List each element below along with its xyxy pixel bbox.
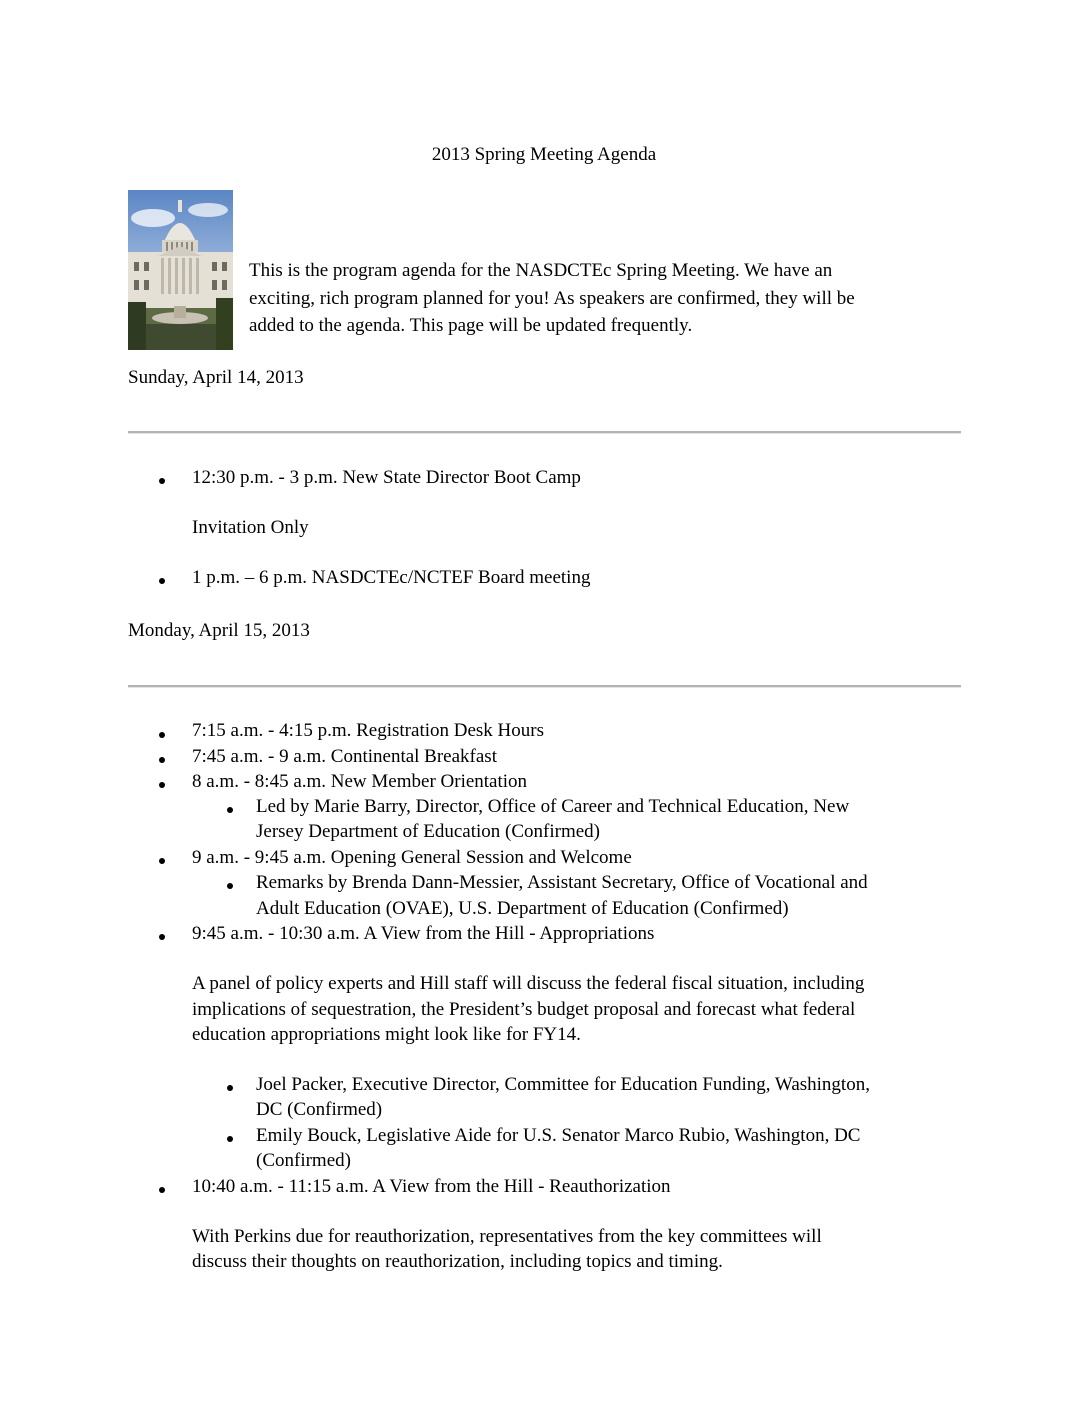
agenda-subitem: Led by Marie Barry, Director, Office of Career and Technical Education, New bbox=[256, 796, 850, 817]
session-description: With Perkins due for reauthorization, representatives from the key committees will bbox=[192, 1226, 822, 1247]
section-divider bbox=[128, 431, 961, 434]
sub-bullet-icon bbox=[227, 807, 233, 813]
day-heading-monday: Monday, April 15, 2013 bbox=[128, 620, 310, 641]
bullet-icon bbox=[159, 934, 165, 940]
sub-bullet-icon bbox=[227, 1136, 233, 1142]
sub-bullet-icon bbox=[227, 883, 233, 889]
bullet-icon bbox=[159, 1187, 165, 1193]
bullet-icon bbox=[159, 578, 165, 584]
session-description: A panel of policy experts and Hill staff will discuss the federal fiscal situation, including bbox=[192, 973, 865, 994]
agenda-item: 9 a.m. - 9:45 a.m. Opening General Session and Welcome bbox=[192, 847, 632, 868]
bullet-icon bbox=[159, 782, 165, 788]
agenda-subitem: Jersey Department of Education (Confirmed) bbox=[256, 821, 600, 842]
intro-paragraph bbox=[249, 257, 969, 340]
bullet-icon bbox=[159, 732, 165, 738]
intro-line: added to the agenda. This page will be updated frequently. bbox=[249, 315, 693, 336]
agenda-subitem: Remarks by Brenda Dann-Messier, Assistant Secretary, Office of Vocational and bbox=[256, 872, 868, 893]
agenda-subitem: Emily Bouck, Legislative Aide for U.S. Senator Marco Rubio, Washington, DC bbox=[256, 1125, 861, 1146]
agenda-subitem: DC (Confirmed) bbox=[256, 1099, 383, 1120]
session-description: implications of sequestration, the President’s budget proposal and forecast what federal bbox=[192, 999, 856, 1020]
agenda-item: 7:45 a.m. - 9 a.m. Continental Breakfast bbox=[192, 746, 497, 767]
bullet-icon bbox=[159, 858, 165, 864]
bullet-icon bbox=[159, 478, 165, 484]
agenda-item: 8 a.m. - 8:45 a.m. New Member Orientation bbox=[192, 771, 528, 792]
agenda-item: 10:40 a.m. - 11:15 a.m. A View from the Hill - Reauthorization bbox=[192, 1176, 671, 1197]
page-title: 2013 Spring Meeting Agenda bbox=[431, 144, 657, 165]
agenda-note: Invitation Only bbox=[192, 517, 309, 538]
day-heading-sunday: Sunday, April 14, 2013 bbox=[128, 367, 304, 388]
agenda-subitem: Adult Education (OVAE), U.S. Department of Education (Confirmed) bbox=[256, 898, 789, 919]
session-description: discuss their thoughts on reauthorization, including topics and timing. bbox=[192, 1251, 723, 1272]
agenda-item: 9:45 a.m. - 10:30 a.m. A View from the Hill - Appropriations bbox=[192, 923, 655, 944]
agenda-item: 1 p.m. – 6 p.m. NASDCTEc/NCTEF Board meeting bbox=[192, 567, 591, 588]
session-description: education appropriations might look like for FY14. bbox=[192, 1024, 581, 1045]
bullet-icon bbox=[159, 757, 165, 763]
capitol-building-photo bbox=[128, 190, 233, 350]
agenda-item: 12:30 p.m. - 3 p.m. New State Director Boot Camp bbox=[192, 467, 581, 488]
agenda-subitem: Joel Packer, Executive Director, Committee for Education Funding, Washington, bbox=[256, 1074, 870, 1095]
section-divider bbox=[128, 685, 961, 688]
sub-bullet-icon bbox=[227, 1085, 233, 1091]
intro-line: exciting, rich program planned for you! As speakers are confirmed, they will be bbox=[249, 287, 855, 309]
intro-line: This is the program agenda for the NASDCTEc Spring Meeting. We have an bbox=[249, 260, 833, 281]
agenda-subitem: (Confirmed) bbox=[256, 1150, 351, 1171]
agenda-item: 7:15 a.m. - 4:15 p.m. Registration Desk Hours bbox=[192, 720, 544, 741]
